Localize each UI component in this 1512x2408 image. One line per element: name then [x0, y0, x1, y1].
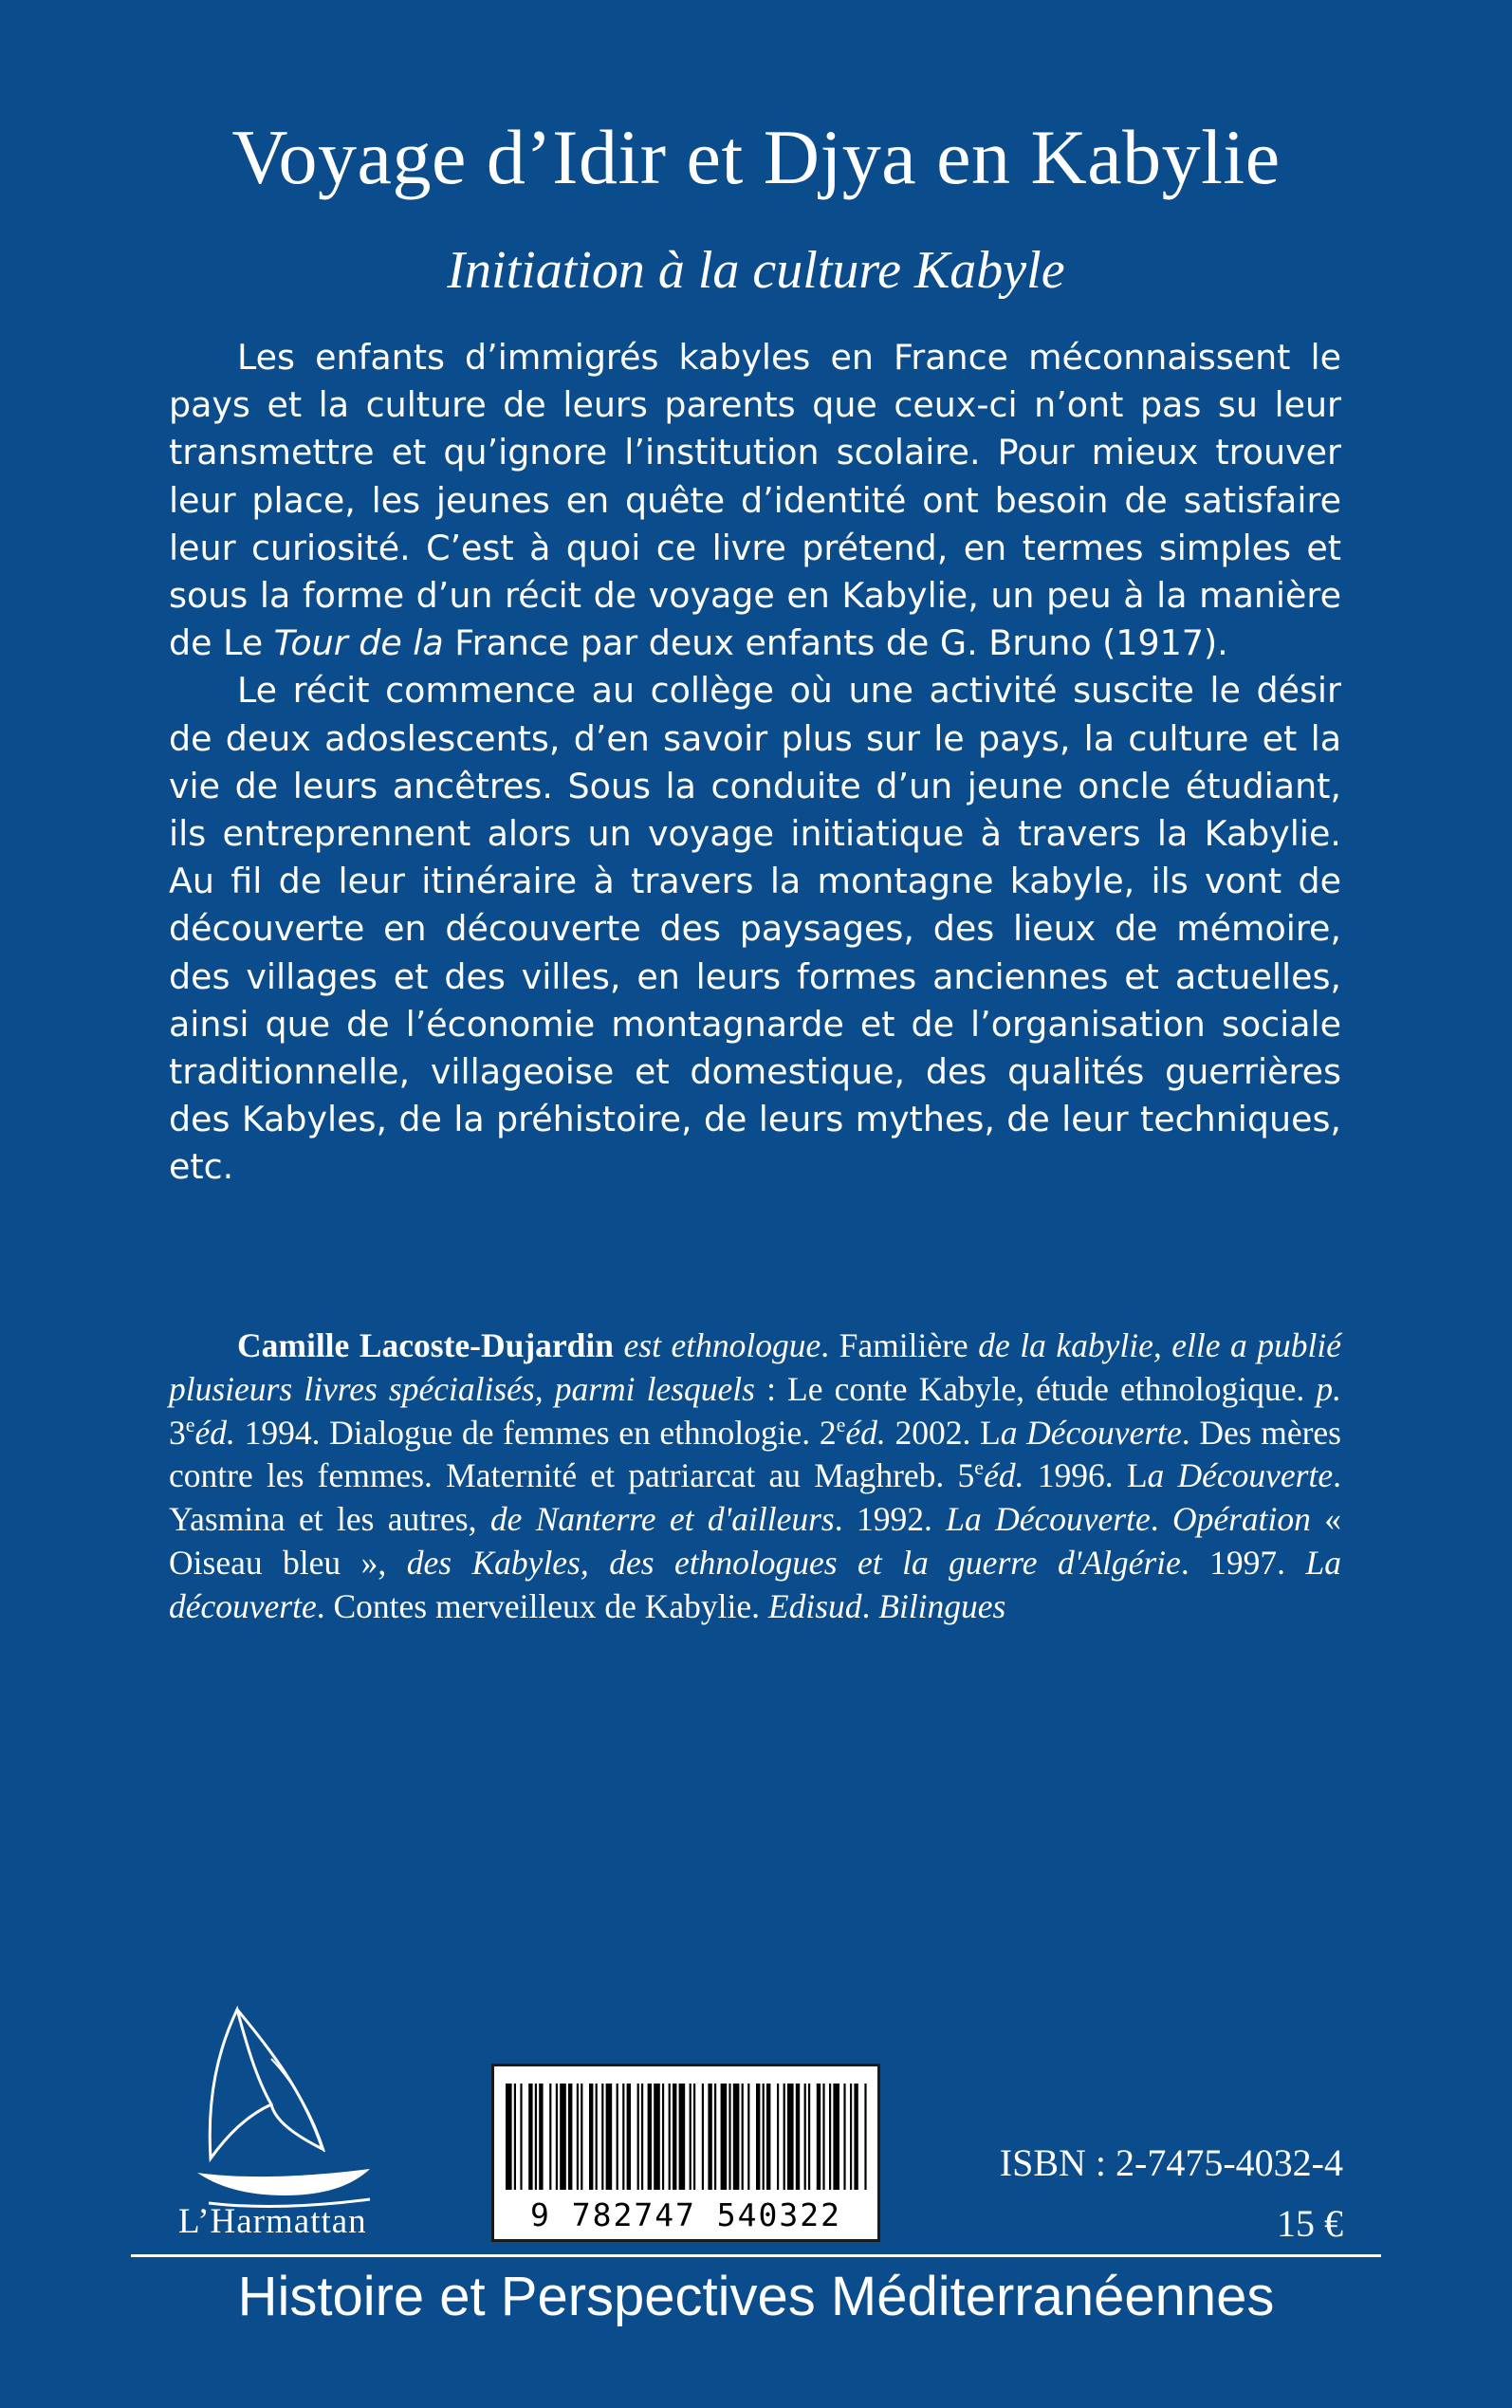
barcode-bar: [528, 2084, 532, 2190]
barcode-bar: [679, 2084, 686, 2190]
barcode-bar: [850, 2084, 852, 2190]
barcode-bar: [756, 2084, 760, 2190]
bio-text: . Des mères contre les femmes. Maternité et patriarcat au Maghreb. 5: [169, 1413, 1341, 1495]
publisher-name: L’Harmattan: [178, 2202, 367, 2241]
barcode-digits: 9 782747 540322: [529, 2196, 841, 2233]
barcode-bar: [777, 2084, 779, 2190]
barcode-bar: [747, 2084, 749, 2190]
bio-superscript: e: [974, 1455, 985, 1480]
book-subtitle: Initiation à la culture Kabyle: [447, 241, 1065, 300]
bio-text: de la kabylie, elle a publié plusieurs livres spécialisés, parmi lesquels: [169, 1326, 1341, 1408]
bio-text: p.: [1316, 1369, 1341, 1408]
bio-text: .: [1150, 1500, 1172, 1539]
barcode-bar: [577, 2084, 579, 2190]
barcode-bar: [662, 2084, 664, 2190]
barcode-bar: [520, 2084, 522, 2190]
barcode-bar: [606, 2084, 613, 2190]
book-title: Voyage d’Idir et Djya en Kabylie: [231, 114, 1281, 200]
barcode-bar: [589, 2084, 593, 2190]
bio-text: . Yasmina et les autres,: [169, 1456, 1341, 1539]
barcode-bar: [766, 2084, 770, 2190]
barcode-bar: [539, 2084, 543, 2190]
bio-text: 2002. L: [885, 1413, 1001, 1452]
summary-paragraph-1: [169, 334, 1341, 667]
barcode-bar: [556, 2084, 558, 2190]
barcode-bar: [581, 2084, 582, 2190]
book-summary: [169, 334, 1341, 1192]
barcode-bar: [864, 2084, 866, 2190]
barcode-bar: [627, 2084, 631, 2190]
barcode: [491, 2064, 880, 2242]
barcode-bar: [854, 2084, 857, 2190]
author-bio: [169, 1324, 1341, 1629]
bio-text: éd.: [194, 1413, 235, 1452]
isbn-number: ISBN : 2-7475-4032-4: [999, 2141, 1343, 2184]
barcode-bar: [693, 2084, 695, 2190]
bio-text: a Découverte: [1147, 1456, 1334, 1495]
barcode-bar: [702, 2084, 704, 2190]
barcode-bar: [568, 2084, 572, 2190]
barcode-bar: [641, 2084, 643, 2190]
barcode-bar: [622, 2084, 624, 2190]
barcode-bar: [728, 2084, 730, 2190]
bio-text: de Nanterre et d'ailleurs: [489, 1500, 835, 1539]
bio-superscript: e: [185, 1412, 195, 1436]
barcode-bar: [654, 2084, 660, 2190]
bio-text: . Contes merveilleux de Kabylie.: [316, 1586, 768, 1625]
barcode-bar: [804, 2084, 806, 2190]
bio-text: La découverte: [169, 1543, 1341, 1625]
bio-text: éd.: [984, 1456, 1024, 1495]
barcode-bar: [784, 2084, 785, 2190]
summary-paragraph-2: Le récit commence au collège où une activité suscite le désir de deux adoslescents, d’en savoir plus sur le pays, la culture et la vie de leurs ancêtres. Sous la conduite d’un jeune oncle étudiant, ils entreprennent alors un voyage initiatique à travers la Kabylie. Au fil de leur itinéraire à travers la montagne kabyle, ils vont de découverte en découverte des paysages, des lieux de mémoire, des villages et des villes, en leurs formes anciennes et actuelles, ainsi que de l’économie montagnarde et de l’organisation sociale traditionnelle, villageoise et domestique, des qualités guerrières des Kabyles, de la préhistoire, de leurs mythes, de leur techniques, etc.: [169, 670, 1341, 1188]
bio-text: . 1992.: [834, 1500, 947, 1539]
bio-text: 1994. Dialogue de femmes en ethnologie. 2: [234, 1413, 837, 1452]
bio-text: : Le conte Kabyle, étude ethnologique.: [755, 1369, 1317, 1408]
barcode-bar: [763, 2084, 765, 2190]
barcode-bar: [721, 2084, 728, 2190]
barcode-bar: [808, 2084, 810, 2190]
barcode-bar: [617, 2084, 618, 2190]
divider-line: [131, 2254, 1381, 2257]
barcode-bar: [637, 2084, 639, 2190]
barcode-bar: [596, 2084, 598, 2190]
series-name: Histoire et Perspectives Méditerranéennes: [237, 2266, 1275, 2327]
barcode-bar: [506, 2084, 512, 2190]
barcode-bar: [560, 2084, 566, 2190]
barcode-bar: [817, 2084, 821, 2190]
barcode-bar: [673, 2084, 676, 2190]
barcode-bar: [648, 2084, 652, 2190]
bio-text: La Découverte: [946, 1500, 1151, 1539]
author-name: Camille Lacoste-Dujardin: [237, 1326, 615, 1364]
barcode-bar: [742, 2084, 744, 2190]
barcode-bar: [787, 2084, 794, 2190]
book-reference-le: Le: [223, 622, 274, 664]
barcode-bar: [796, 2084, 800, 2190]
book-reference-title: Tour de la: [273, 622, 444, 664]
bio-text: est ethnologue: [614, 1326, 821, 1364]
bio-text: « Oiseau bleu »,: [169, 1500, 1342, 1582]
bio-text: .: [861, 1586, 879, 1625]
author-bio-paragraph: [169, 1324, 1341, 1629]
barcode-bar: [733, 2084, 740, 2190]
barcode-bar: [535, 2084, 537, 2190]
barcode-bar: [822, 2084, 824, 2190]
barcode-bar: [843, 2084, 845, 2190]
bio-text: éd.: [845, 1413, 886, 1452]
bio-text: 1996. L: [1023, 1456, 1148, 1495]
bio-superscript: e: [836, 1412, 846, 1436]
barcode-bar: [549, 2084, 551, 2190]
bio-text: a Découverte: [1000, 1413, 1182, 1452]
bio-text: Opération: [1171, 1500, 1311, 1539]
summary-text: Les enfants d’immigrés kabyles en France méconnaissent le pays et la culture de leurs parents que ceux-ci n’ont pas su leur transmettre et qu’ignore l’institution scolaire. Pour mieux trouver leur place, les jeunes en quête d’identité ont besoin de satisfaire leur curiosité. C’est à quoi ce livre prétend, en termes simples et sous la forme d’un récit de voyage en Kabylie, un peu à la manière de: [169, 337, 1341, 664]
barcode-bar: [514, 2084, 516, 2190]
bio-text: Edisud: [767, 1586, 862, 1625]
summary-text: par deux enfants de G. Bruno (1917).: [569, 622, 1228, 664]
barcode-bar: [714, 2084, 716, 2190]
bio-text: des Kabyles, des ethnologues et la guerre d'Algérie: [406, 1543, 1181, 1582]
barcode-bar: [601, 2084, 603, 2190]
barcode-bars: [502, 2084, 870, 2190]
barcode-bar: [669, 2084, 671, 2190]
barcode-bar: [833, 2084, 839, 2190]
barcode-bar: [708, 2084, 711, 2190]
book-reference-france: France: [443, 622, 570, 664]
bio-text: . Familière: [821, 1326, 979, 1364]
bio-text: . 1997.: [1180, 1543, 1306, 1582]
barcode-bar: [690, 2084, 691, 2190]
bio-text: Bilingues: [878, 1586, 1006, 1625]
barcode-bar: [829, 2084, 831, 2190]
price: 15 €: [1277, 2202, 1343, 2245]
bio-text: 3: [169, 1413, 186, 1452]
sailboat-logo-icon: [180, 1992, 436, 2220]
